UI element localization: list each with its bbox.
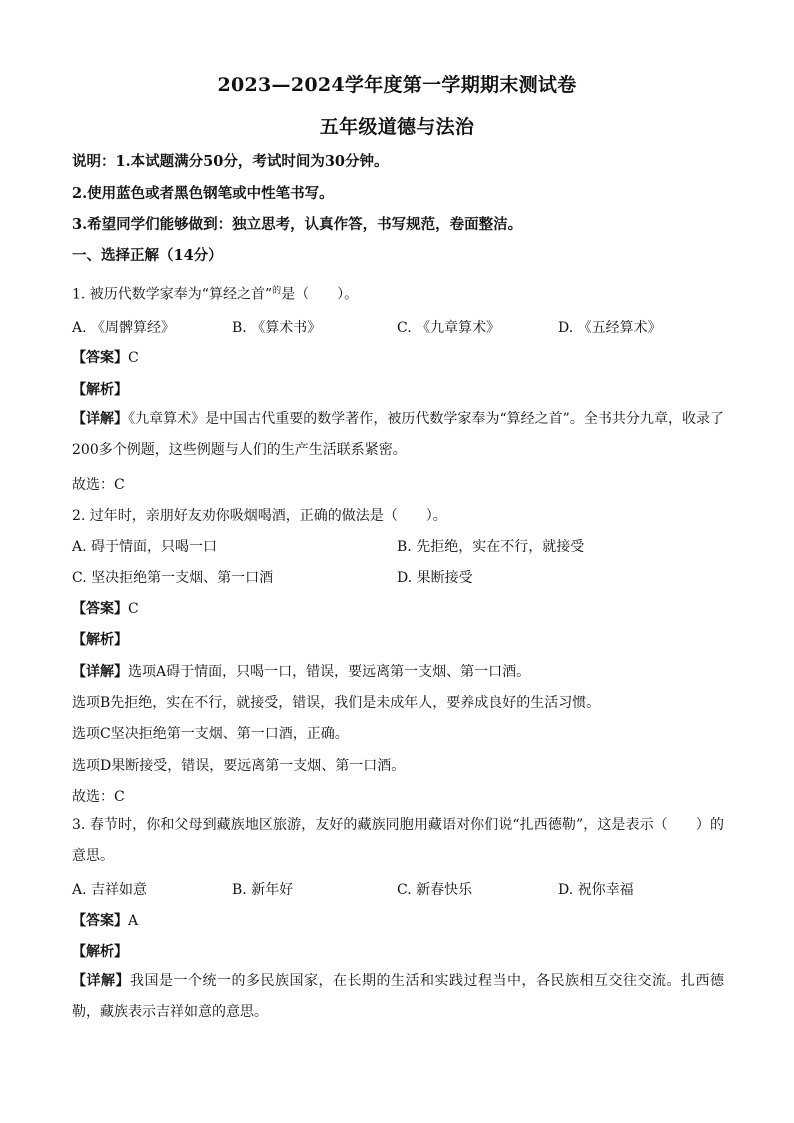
question-1-stem-text: 1. 被历代数学家奉为“算经之首” xyxy=(72,286,273,303)
q1-option-d: D. 《五经算术》 xyxy=(558,320,662,336)
detail-tag: 【详解】 xyxy=(72,411,129,427)
answer-value: A xyxy=(128,913,139,929)
q2-option-c: C. 坚决拒绝第一支烟、第一口酒 xyxy=(72,570,274,586)
section-heading: 一、选择正解（14分） xyxy=(72,247,223,264)
q2-option-b: B. 先拒绝，实在不行，就接受 xyxy=(397,539,585,555)
instruction-2: 2.使用蓝色或者黑色钢笔或中性笔书写。 xyxy=(72,185,334,202)
q3-option-b: B. 新年好 xyxy=(232,882,294,898)
q3-option-a: A. 吉祥如意 xyxy=(72,882,148,898)
question-1-stem-tail: 是（ ）。 xyxy=(281,286,359,303)
q1-option-a: A. 《周髀算经》 xyxy=(72,320,176,336)
answer-value: C xyxy=(128,601,139,617)
answer-tag: 【答案】 xyxy=(72,913,128,929)
q2-answer xyxy=(72,598,139,618)
instruction-1: 说明：1.本试题满分50分，考试时间为30分钟。 xyxy=(72,153,389,170)
q1-option-c: C. 《九章算术》 xyxy=(397,320,501,336)
q2-detail-line-4: 选项D果断接受，错误，要远离第一支烟、第一口酒。 xyxy=(72,758,406,774)
exam-title: 2023—2024学年度第一学期期末测试卷 xyxy=(217,74,577,96)
q2-option-d: D. 果断接受 xyxy=(397,570,473,586)
question-3-stem: 3. 春节时，你和父母到藏族地区旅游，友好的藏族同胞用藏语对你们说“扎西德勒”，这是表示（ ）的意思。 xyxy=(72,817,724,864)
question-2-stem: 2. 过年时，亲朋好友劝你吸烟喝酒，正确的做法是（ ）。 xyxy=(72,508,447,524)
q2-option-a: A. 碍于情面，只喝一口 xyxy=(72,539,218,555)
answer-tag: 【答案】 xyxy=(72,350,128,366)
q2-detail-line-3: 选项C坚决拒绝第一支烟、第一口酒，正确。 xyxy=(72,726,349,742)
q3-detail xyxy=(72,966,724,1028)
answer-value: C xyxy=(128,350,139,366)
detail-tag: 【详解】 xyxy=(72,664,128,680)
q3-answer xyxy=(72,910,138,930)
detail-text: 《九章算术》是中国古代重要的数学著作，被历代数学家奉为“算经之首”。全书共分九章，收录了200多个例题，这些例题与人们的生产生活联系紧密。 xyxy=(72,411,725,458)
question-1-stem xyxy=(72,283,358,304)
detail-text: 我国是一个统一的多民族国家，在长期的生活和实践过程当中，各民族相互交往交流。扎西德勒，藏族表示吉祥如意的意思。 xyxy=(72,973,724,1020)
question-1-stem-sup: 的 xyxy=(272,286,282,296)
q1-detail xyxy=(72,404,724,466)
answer-tag: 【答案】 xyxy=(72,601,128,617)
q3-analysis-tag: 【解析】 xyxy=(72,944,128,960)
q2-conclusion: 故选：C xyxy=(72,789,125,805)
q1-option-b: B. 《算术书》 xyxy=(232,320,322,336)
detail-tag: 【详解】 xyxy=(72,973,130,989)
instruction-3: 3.希望同学们能够做到：独立思考，认真作答，书写规范，卷面整洁。 xyxy=(72,216,523,233)
detail-text: 选项A碍于情面，只喝一口，错误，要远离第一支烟、第一口酒。 xyxy=(128,664,531,680)
q1-conclusion: 故选：C xyxy=(72,477,125,493)
q1-answer xyxy=(72,347,139,367)
q3-option-c: C. 新春快乐 xyxy=(397,882,473,898)
q2-detail-line-1 xyxy=(72,661,530,681)
q3-option-d: D. 祝你幸福 xyxy=(558,882,634,898)
q2-detail-line-2: 选项B先拒绝，实在不行，就接受，错误，我们是未成年人，要养成良好的生活习惯。 xyxy=(72,695,601,711)
q1-analysis-tag: 【解析】 xyxy=(72,382,128,398)
exam-subtitle: 五年级道德与法治 xyxy=(319,116,475,138)
q2-analysis-tag: 【解析】 xyxy=(72,632,128,648)
